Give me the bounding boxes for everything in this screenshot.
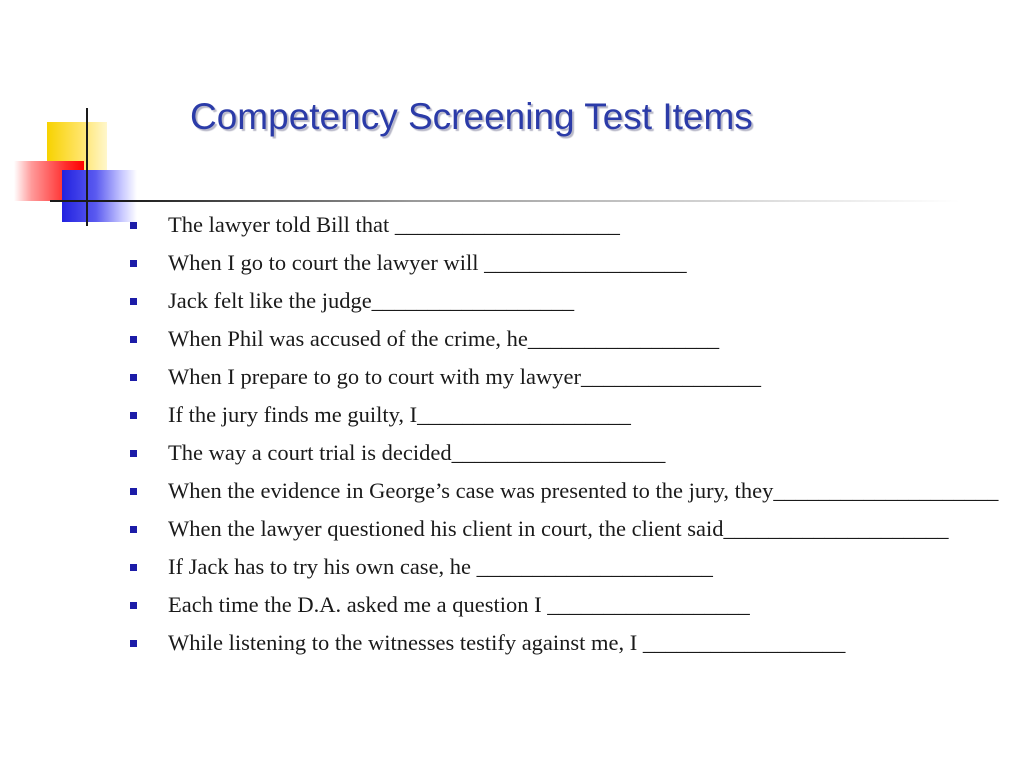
item-text: Each time the D.A. asked me a question I __________________ xyxy=(168,592,750,617)
title-divider-line xyxy=(50,200,960,202)
square-bullet-icon xyxy=(130,602,137,609)
item-text: If Jack has to try his own case, he _____________________ xyxy=(168,554,713,579)
square-bullet-icon xyxy=(130,640,137,647)
decorative-vertical-line xyxy=(86,108,88,226)
test-items-list xyxy=(128,210,1008,666)
list-item xyxy=(128,210,1008,240)
item-text: If the jury finds me guilty, I___________________ xyxy=(168,402,631,427)
list-item xyxy=(128,400,1008,430)
list-item xyxy=(128,248,1008,278)
list-item xyxy=(128,438,1008,468)
item-text: The lawyer told Bill that ____________________ xyxy=(168,212,620,237)
item-text: The way a court trial is decided___________________ xyxy=(168,440,666,465)
item-text: When Phil was accused of the crime, he_________________ xyxy=(168,326,720,351)
square-bullet-icon xyxy=(130,336,137,343)
item-text: When the evidence in George’s case was presented to the jury, they____________________ xyxy=(168,478,999,503)
slide-title: Competency Screening Test Items xyxy=(190,96,753,137)
list-item xyxy=(128,514,1008,544)
square-bullet-icon xyxy=(130,298,137,305)
square-bullet-icon xyxy=(130,526,137,533)
item-text: When I prepare to go to court with my lawyer________________ xyxy=(168,364,761,389)
list-item xyxy=(128,324,1008,354)
square-bullet-icon xyxy=(130,564,137,571)
list-item xyxy=(128,628,1008,658)
list-item xyxy=(128,286,1008,316)
square-bullet-icon xyxy=(130,260,137,267)
square-bullet-icon xyxy=(130,374,137,381)
list-item xyxy=(128,362,1008,392)
item-text: Jack felt like the judge__________________ xyxy=(168,288,575,313)
square-bullet-icon xyxy=(130,488,137,495)
list-item xyxy=(128,552,1008,582)
item-text: When I go to court the lawyer will __________________ xyxy=(168,250,687,275)
item-text: While listening to the witnesses testify against me, I __________________ xyxy=(168,630,846,655)
square-bullet-icon xyxy=(130,222,137,229)
decorative-blue-bar xyxy=(62,170,137,222)
item-text: When the lawyer questioned his client in court, the client said____________________ xyxy=(168,516,949,541)
square-bullet-icon xyxy=(130,450,137,457)
list-item xyxy=(128,476,1008,506)
square-bullet-icon xyxy=(130,412,137,419)
list-item xyxy=(128,590,1008,620)
